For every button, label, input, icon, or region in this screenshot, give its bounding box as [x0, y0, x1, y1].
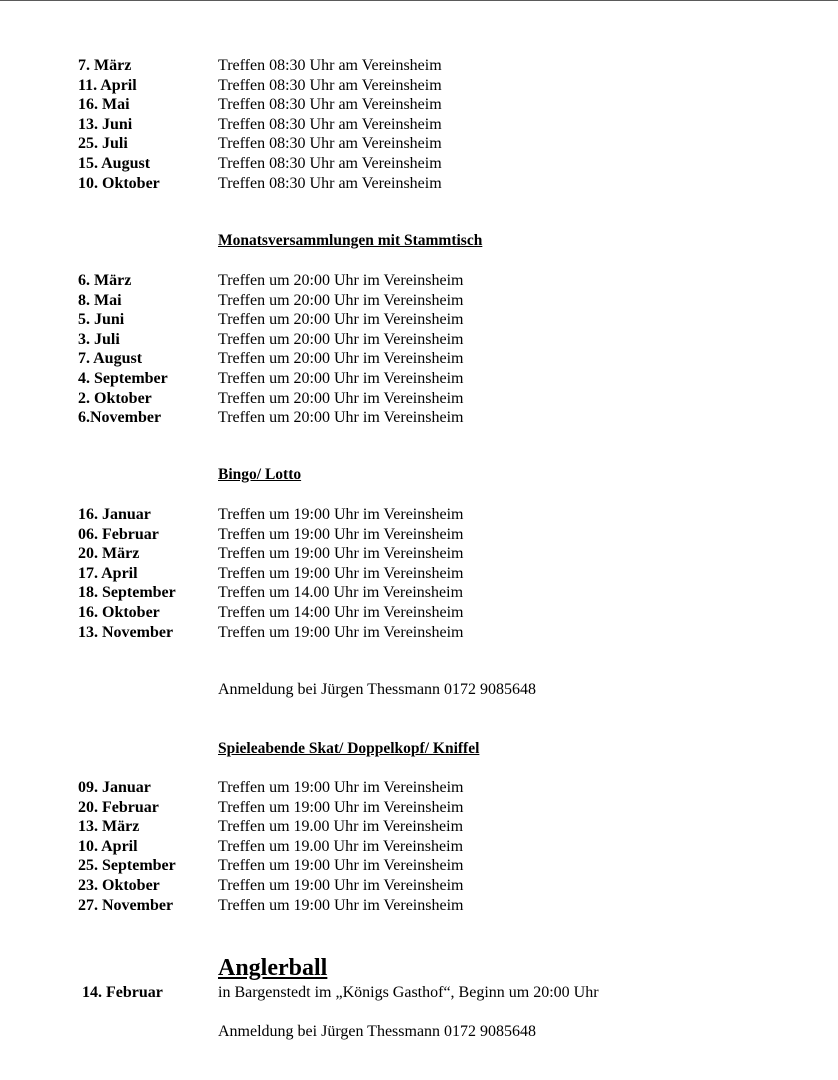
list-item	[0, 505, 838, 525]
registration-note: Anmeldung bei Jürgen Thessmann 0172 9085648	[218, 681, 537, 698]
event-desc: Treffen um 19:00 Uhr im Vereinsheim	[218, 545, 464, 563]
list-item	[0, 525, 838, 545]
event-desc: Treffen um 20:00 Uhr im Vereinsheim	[218, 291, 464, 309]
event-date: 6. März	[78, 272, 132, 289]
event-date: 06. Februar	[78, 525, 159, 543]
event-desc: Treffen 08:30 Uhr am Vereinsheim	[218, 115, 442, 133]
list-item	[0, 564, 838, 584]
event-date: 23. Oktober	[78, 876, 160, 894]
event-date: 27. November	[78, 896, 174, 914]
event-date: 25. September	[78, 857, 176, 875]
event-date: 25. Juli	[78, 135, 128, 153]
event-date: 10. Oktober	[78, 174, 160, 192]
event-desc: Treffen um 19:00 Uhr im Vereinsheim	[218, 896, 464, 914]
list-item	[0, 837, 838, 857]
section-3-list	[0, 505, 838, 642]
event-date: 5. Juni	[78, 311, 125, 329]
event-desc: Treffen um 14.00 Uhr im Vereinsheim	[218, 584, 464, 602]
event-desc: Treffen um 19:00 Uhr im Vereinsheim	[218, 876, 464, 894]
list-item	[0, 330, 838, 350]
event-date: 16. Mai	[78, 96, 130, 114]
event-desc: Treffen 08:30 Uhr am Vereinsheim	[218, 135, 442, 153]
event-date: 13. November	[78, 623, 174, 641]
list-item	[0, 115, 838, 135]
event-date: 16. Januar	[78, 506, 151, 523]
list-item	[0, 174, 838, 194]
section-heading-monatsversammlungen: Monatsversammlungen mit Stammtisch	[218, 232, 483, 249]
list-item	[0, 583, 838, 603]
section-4-list	[0, 778, 838, 915]
event-desc: Treffen um 19:00 Uhr im Vereinsheim	[218, 798, 464, 816]
list-item	[0, 76, 838, 96]
event-date: 20. Februar	[78, 798, 159, 816]
list-item	[0, 369, 838, 389]
list-item	[0, 310, 838, 330]
event-desc: Treffen um 19:00 Uhr im Vereinsheim	[218, 564, 464, 582]
event-date: 13. Juni	[78, 115, 133, 133]
event-date: 3. Juli	[78, 330, 120, 348]
event-date: 17. April	[78, 564, 138, 582]
event-desc: Treffen um 20:00 Uhr im Vereinsheim	[218, 369, 464, 387]
event-desc: Treffen um 20:00 Uhr im Vereinsheim	[218, 272, 464, 289]
list-item	[0, 856, 838, 876]
list-item	[0, 408, 838, 428]
page-top-border	[0, 0, 838, 1]
event-date: 18. September	[78, 584, 176, 602]
list-item	[0, 623, 838, 643]
event-desc: Treffen 08:30 Uhr am Vereinsheim	[218, 57, 442, 74]
section-2-list	[0, 271, 838, 428]
event-desc: Treffen um 19:00 Uhr im Vereinsheim	[218, 623, 464, 641]
list-item	[0, 271, 838, 291]
event-desc: Treffen um 14:00 Uhr im Vereinsheim	[218, 603, 464, 621]
event-desc: Treffen um 19.00 Uhr im Vereinsheim	[218, 837, 464, 855]
event-desc: Treffen um 20:00 Uhr im Vereinsheim	[218, 311, 464, 329]
list-item	[0, 95, 838, 115]
list-item	[0, 56, 838, 76]
list-item	[0, 778, 838, 798]
event-date: 15. August	[78, 154, 151, 172]
list-item	[0, 134, 838, 154]
event-date: 16. Oktober	[78, 603, 160, 621]
event-desc: Treffen 08:30 Uhr am Vereinsheim	[218, 154, 442, 172]
event-desc: Treffen 08:30 Uhr am Vereinsheim	[218, 76, 442, 94]
list-item	[0, 291, 838, 311]
event-date: 8. Mai	[78, 291, 122, 309]
list-item	[0, 876, 838, 896]
section-1-list	[0, 56, 838, 193]
event-desc: Treffen um 19.00 Uhr im Vereinsheim	[218, 818, 464, 836]
event-date: 2. Oktober	[78, 389, 152, 407]
list-item	[0, 154, 838, 174]
section-heading-bingo-lotto: Bingo/ Lotto	[218, 466, 302, 483]
list-item	[0, 544, 838, 564]
event-date: 20. März	[78, 545, 140, 563]
anglerball-description: in Bargenstedt im „Königs Gasthof“, Beginn um 20:00 Uhr	[218, 984, 599, 1001]
list-item	[0, 603, 838, 623]
event-desc: Treffen um 19:00 Uhr im Vereinsheim	[218, 506, 464, 523]
event-date: 11. April	[78, 76, 137, 94]
list-item	[0, 896, 838, 916]
event-desc: Treffen 08:30 Uhr am Vereinsheim	[218, 174, 442, 192]
event-date: 7. August	[78, 350, 143, 368]
event-date: 6.November	[78, 409, 162, 427]
event-date: 10. April	[78, 837, 138, 855]
event-desc: Treffen um 20:00 Uhr im Vereinsheim	[218, 350, 464, 368]
event-desc: Treffen um 19:00 Uhr im Vereinsheim	[218, 779, 464, 796]
section-heading-spieleabende: Spieleabende Skat/ Doppelkopf/ Kniffel	[218, 740, 480, 757]
event-desc: Treffen um 19:00 Uhr im Vereinsheim	[218, 857, 464, 875]
event-desc: Treffen um 20:00 Uhr im Vereinsheim	[218, 409, 464, 427]
event-date: 13. März	[78, 818, 140, 836]
list-item	[0, 817, 838, 837]
list-item	[0, 349, 838, 369]
event-date: 7. März	[78, 57, 132, 74]
anglerball-date: 14. Februar	[82, 984, 163, 1001]
event-desc: Treffen um 19:00 Uhr im Vereinsheim	[218, 525, 464, 543]
anglerball-registration-note: Anmeldung bei Jürgen Thessmann 0172 9085648	[218, 1023, 537, 1040]
event-desc: Treffen um 20:00 Uhr im Vereinsheim	[218, 330, 464, 348]
anglerball-heading: Anglerball	[218, 955, 328, 981]
event-desc: Treffen 08:30 Uhr am Vereinsheim	[218, 96, 442, 114]
event-date: 09. Januar	[78, 779, 151, 796]
event-desc: Treffen um 20:00 Uhr im Vereinsheim	[218, 389, 464, 407]
event-date: 4. September	[78, 369, 168, 387]
list-item	[0, 798, 838, 818]
list-item	[0, 389, 838, 409]
